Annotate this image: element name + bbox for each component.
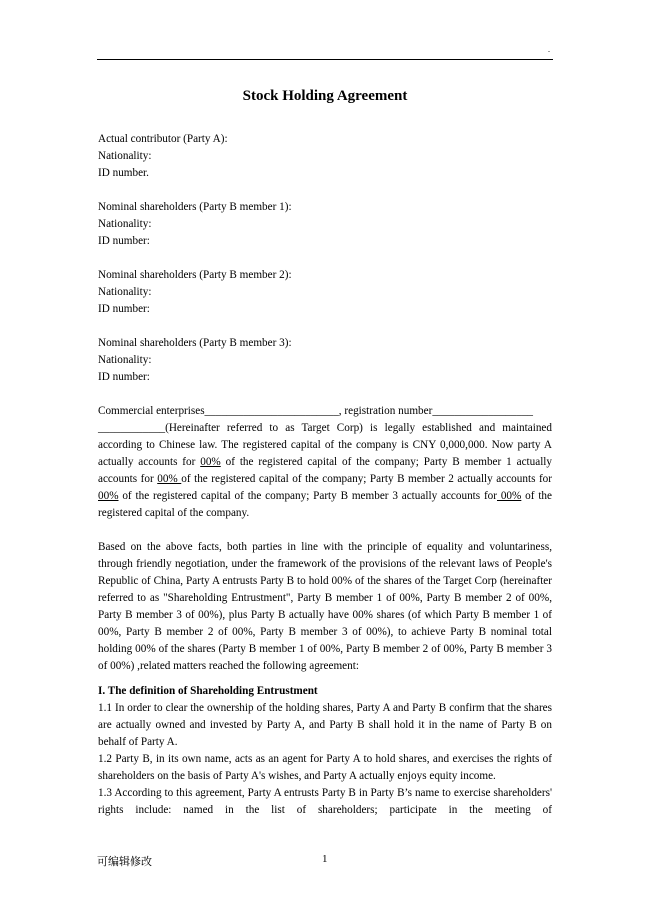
party-b2-label: Nominal shareholders (Party B member 2): [98,269,292,281]
party-b2-id: ID number: [98,303,150,315]
header-mark: . [548,45,550,54]
party-b3-label: Nominal shareholders (Party B member 3): [98,337,292,349]
commercial-line-1: Commercial enterprises________________________, registration number__________________ [98,405,534,417]
party-b1-id: ID number: [98,235,150,247]
party-b3-id: ID number: [98,371,150,383]
facts-paragraph: Based on the above facts, both parties in line with the principle of equality and voluntariness, through friendly negotiation, under the framework of the provisions of the relevant laws of People's Republic of China, Party A entrusts Party B to hold 00% of the shares of the Target Corp (hereinafter referred to as "Shareholding Entrustment", Party B member 1 of 00%, Party B member 2 of 00%, Party B member 3 of 00%), plus Party B actually have 00% shares (of which Party B member 1 of 00%, Party B member 2 of 00%, Party B member 3 of 00%), to achieve Party B nominal total holding 00% of the shares (Party B member 1 of 00%, Party B member 2 of 00%, Party B member 3 of 00%) ,related matters reached the following agreement: [98,541,552,672]
pct-party-b1: 00% [157,473,182,485]
party-b1-label: Nominal shareholders (Party B member 1): [98,201,292,213]
pct-party-b2: 00% [98,490,119,502]
party-a-label: Actual contributor (Party A): [98,133,228,145]
party-a-nationality: Nationality: [98,150,152,162]
section-1-heading: I. The definition of Shareholding Entrustment [98,685,318,697]
page-number: 1 [322,853,328,865]
pct-party-b3: 00% [497,490,522,502]
party-a-id: ID number. [98,167,149,179]
document-title: Stock Holding Agreement [242,88,408,104]
clause-1-2: 1.2 Party B, in its own name, acts as an agent for Party A to hold shares, and exercises the rights of shareholders on the basis of Party A's wishes, and Party A actually enjoys equity income. [98,753,552,782]
pct-party-a: 00% [200,456,221,468]
party-b3-nationality: Nationality: [98,354,152,366]
clause-1-3: 1.3 According to this agreement, Party A entrusts Party B in Party B’s name to exercise shareholders' rights include: named in the list of shareholders; participate in the meeting of [98,787,552,816]
document-body [98,131,552,819]
commercial-paragraph: ____________(Hereinafter referred to as Target Corp) is legally established and maintained according to Chinese law. The registered capital of the company is CNY 0,000,000. Now party A actually accounts for 00% of the registered capital of the company; Party B member 1 actually accounts for 00% of the registered capital of the company; Party B member 2 actually accounts for 00% of the registered capital of the company; Party B member 3 actually accounts for 00% of the registered capital of the company. [98,422,553,519]
clause-1-1: 1.1 In order to clear the ownership of the holding shares, Party A and Party B confirm that the shares are actually owned and invested by Party A, and Party B shall hold it in the name of Party B on behalf of Party A. [98,702,552,748]
header-rule [97,59,553,60]
party-b1-nationality: Nationality: [98,218,152,230]
footer-editable-note: 可编辑修改 [97,855,152,868]
party-b2-nationality: Nationality: [98,286,152,298]
